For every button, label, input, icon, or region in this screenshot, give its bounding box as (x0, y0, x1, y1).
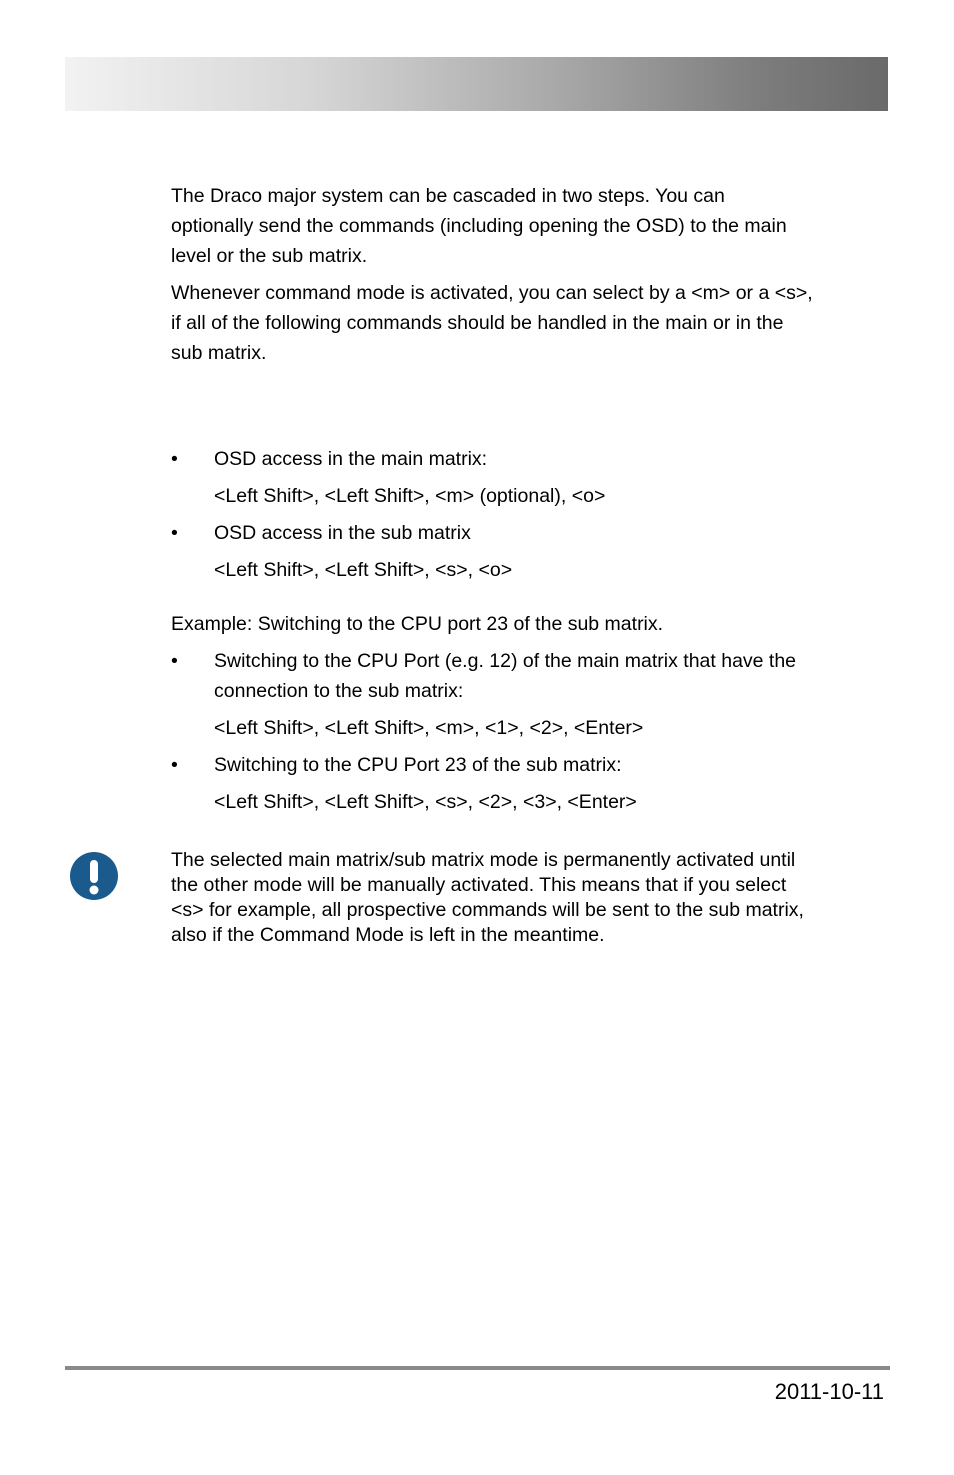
text-line: Switching to the CPU Port (e.g. 12) of the main matrix that have the (214, 650, 797, 672)
list-item-label (214, 646, 894, 706)
key-sequence: <Left Shift>, <Left Shift>, <s>, <o> (214, 559, 513, 581)
text-line: the other mode will be manually activated. This means that if you select (171, 874, 787, 896)
footer-date: 2011-10-11 (774, 1379, 884, 1404)
text-line: if all of the following commands should be handled in the main or in the (171, 312, 784, 334)
footer-divider (65, 1366, 890, 1370)
text-line: also if the Command Mode is left in the meantime. (171, 924, 605, 946)
text-line: Switching to the CPU Port 23 of the sub matrix: (214, 754, 622, 776)
notice-text (171, 848, 891, 948)
text-line: The Draco major system can be cascaded in two steps. You can (171, 185, 725, 207)
text-line: <s> for example, all prospective commands will be sent to the sub matrix, (171, 899, 804, 921)
text-line: level or the sub matrix. (171, 245, 368, 267)
bullet-icon: • (171, 522, 178, 544)
text-line: optionally send the commands (including opening the OSD) to the main (171, 215, 787, 237)
text-line: sub matrix. (171, 342, 267, 364)
key-sequence: <Left Shift>, <Left Shift>, <m> (optional), <o> (214, 485, 606, 507)
example-intro: Example: Switching to the CPU port 23 of the sub matrix. (171, 613, 664, 635)
intro-paragraph-1 (171, 181, 891, 271)
text-line: Whenever command mode is activated, you can select by a <m> or a <s>, (171, 282, 813, 304)
bullet-icon: • (171, 448, 178, 470)
bullet-icon: • (171, 650, 178, 672)
header-bar (65, 57, 888, 111)
bullet-icon: • (171, 754, 178, 776)
key-sequence: <Left Shift>, <Left Shift>, <s>, <2>, <3>, <Enter> (214, 791, 637, 813)
intro-paragraph-2 (171, 278, 891, 368)
list-item-label (214, 750, 894, 780)
list-item-label: OSD access in the sub matrix (214, 522, 471, 544)
list-item-label: OSD access in the main matrix: (214, 448, 488, 470)
text-line: The selected main matrix/sub matrix mode is permanently activated until (171, 849, 796, 871)
exclamation-icon (70, 852, 118, 900)
text-line: connection to the sub matrix: (214, 680, 464, 702)
key-sequence: <Left Shift>, <Left Shift>, <m>, <1>, <2>, <Enter> (214, 717, 644, 739)
